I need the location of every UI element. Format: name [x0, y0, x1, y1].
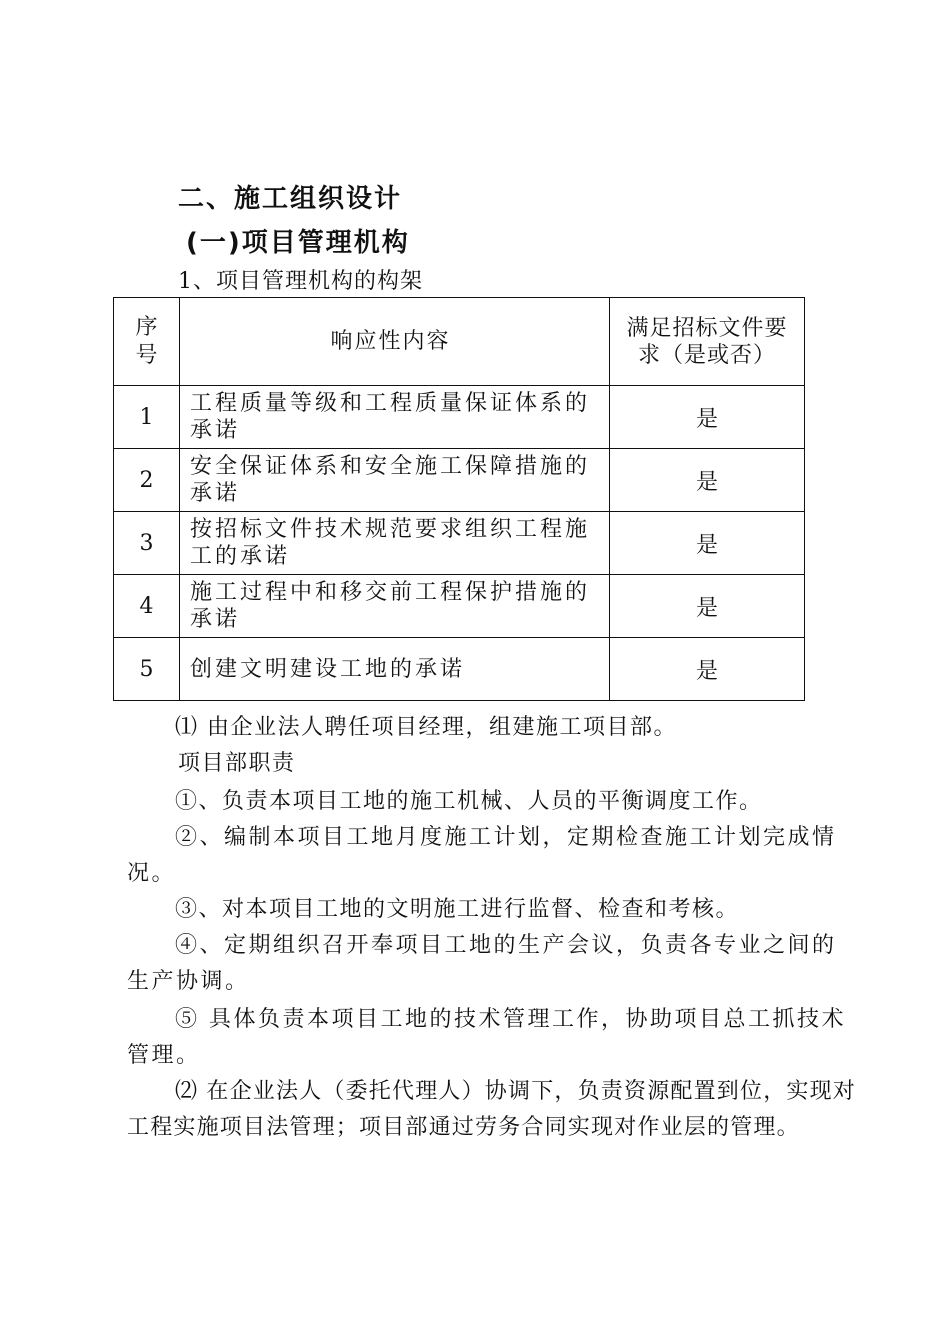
- row-meet: 是: [610, 512, 805, 575]
- table-row: [114, 575, 805, 638]
- row-no: 2: [114, 449, 180, 512]
- response-table: [113, 297, 805, 701]
- paragraph-duty-2: ②、编制本项目工地月度施工计划，定期检查施工计划完成情况。: [127, 825, 837, 886]
- table-row: [114, 386, 805, 449]
- row-content: 安全保证体系和安全施工保障措施的承诺: [180, 449, 610, 512]
- row-content: 施工过程中和移交前工程保护措施的承诺: [180, 575, 610, 638]
- table-header-row: [114, 298, 805, 386]
- table-row: [114, 638, 805, 701]
- table-row: [114, 512, 805, 575]
- row-content: 按招标文件技术规范要求组织工程施工的承诺: [180, 512, 610, 575]
- table-row: [114, 449, 805, 512]
- row-no: 3: [114, 512, 180, 575]
- section-title: 二、施工组织设计: [178, 184, 403, 214]
- header-content: 响应性内容: [180, 298, 610, 386]
- row-meet: 是: [610, 575, 805, 638]
- header-meet: 满足招标文件要求（是或否）: [610, 298, 805, 386]
- row-no: 1: [114, 386, 180, 449]
- paragraph-duty-5: ⑤ 具体负责本项目工地的技术管理工作，协助项目总工抓技术管理。: [127, 1007, 846, 1068]
- header-no-label: 序号: [135, 314, 158, 368]
- paragraph-duty-4: ④、定期组织召开奉项目工地的生产会议，负责各专业之间的生产协调。: [127, 933, 837, 994]
- row-meet: 是: [610, 386, 805, 449]
- paragraph-resource-allocation: ⑵ 在企业法人（委托代理人）协调下，负责资源配置到位，实现对工程实施项目法管理；项目部通过劳务合同实现对作业层的管理。: [127, 1079, 856, 1140]
- item-title: 1、项目管理机构的构架: [178, 269, 423, 294]
- paragraph-duty-1: ①、负责本项目工地的施工机械、人员的平衡调度工作。: [175, 789, 763, 814]
- paragraph-duties-heading: 项目部职责: [178, 751, 296, 776]
- row-content: 工程质量等级和工程质量保证体系的承诺: [180, 386, 610, 449]
- row-meet: 是: [610, 449, 805, 512]
- subsection-title: (一)项目管理机构: [186, 228, 410, 258]
- paragraph-duty-3: ③、对本项目工地的文明施工进行监督、检查和考核。: [175, 897, 740, 922]
- row-no: 4: [114, 575, 180, 638]
- row-no: 5: [114, 638, 180, 701]
- paragraph-appoint-manager: ⑴ 由企业法人聘任项目经理，组建施工项目部。: [175, 715, 677, 740]
- row-content: 创建文明建设工地的承诺: [180, 638, 610, 701]
- header-no: [114, 298, 180, 386]
- row-meet: 是: [610, 638, 805, 701]
